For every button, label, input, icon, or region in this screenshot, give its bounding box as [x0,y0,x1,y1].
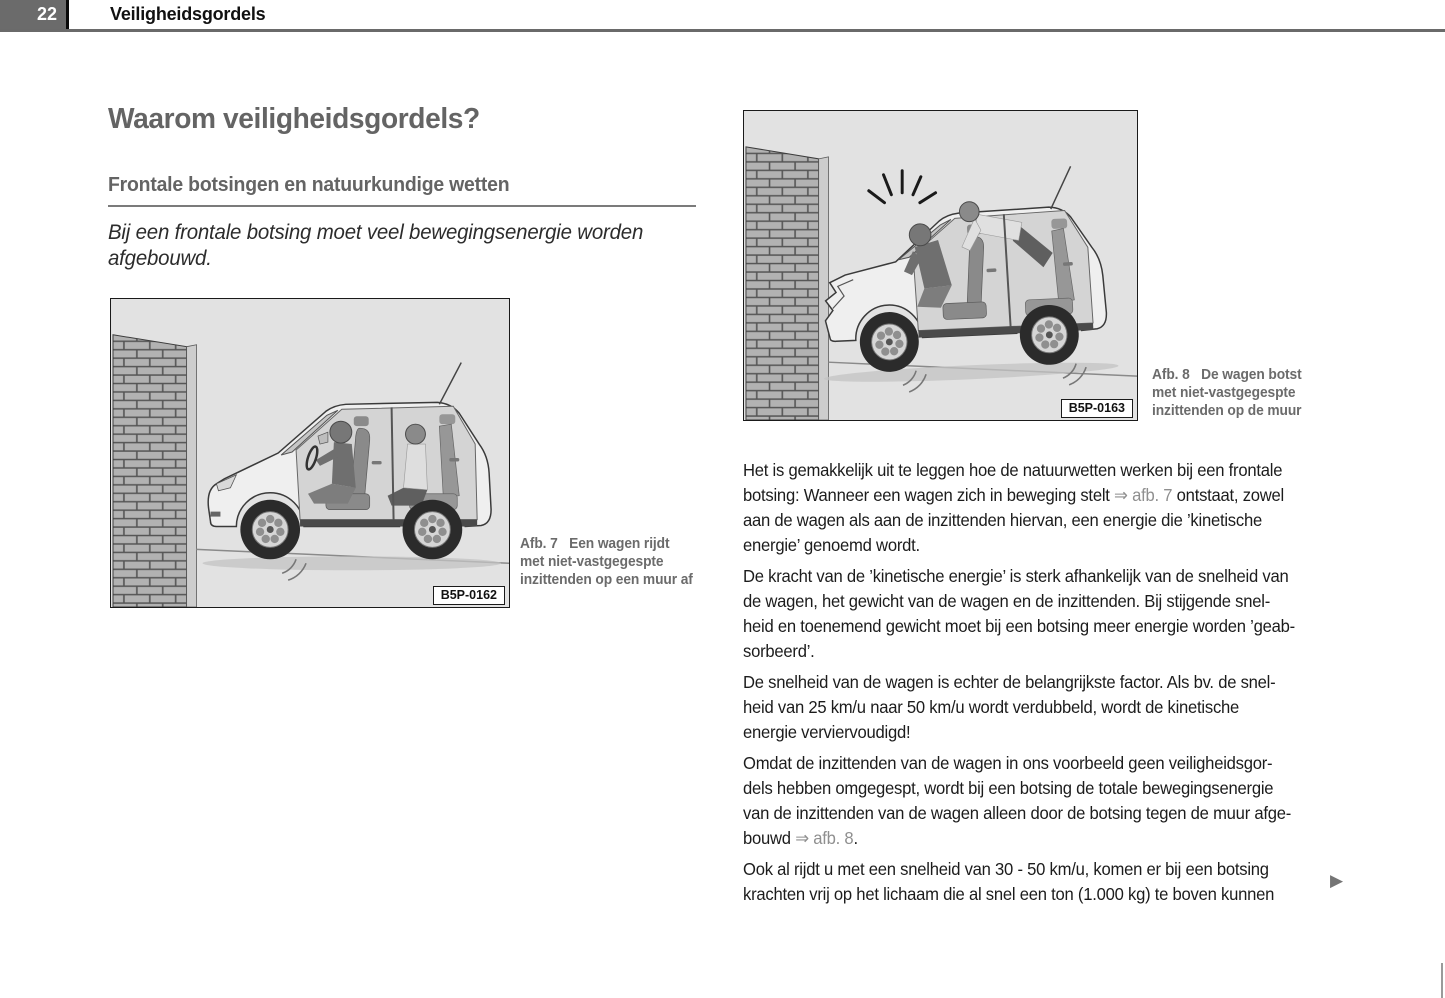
section-title: Waarom veiligheidsgordels? [108,103,480,135]
body-paragraphs [743,458,1343,913]
page-number: 22 [36,4,57,24]
page-edge-mark [1441,963,1443,998]
figure-8-code: B5P-0163 [1061,399,1133,418]
page-number-box [0,0,69,29]
lead-paragraph: Bij een frontale botsing moet veel bewegingsenergie worden afgebouwd. [108,220,644,270]
figure-7-caption-text: Een wagen rijdt met niet-vastgegespte inzittenden op een muur af [520,536,693,588]
figure-8 [743,110,1138,421]
subsection-title: Frontale botsingen en natuurkundige wetten [108,174,510,196]
header-rule [0,29,1445,32]
figure-8-caption-label: Afb. 8 [1152,367,1190,383]
figure-8-caption-text: De wagen botst met niet-vastgegespte inzittenden op de muur [1152,367,1302,419]
paragraph: Ook al rijdt u met een snelheid van 30 - 50 km/u, komen er bij een botsing krachten vrij op het lichaam die al snel een ton (1.000 kg) te boven kunnen [743,859,1275,904]
paragraph: Omdat de inzittenden van de wagen in ons voorbeeld geen veiligheidsgor- dels hebben omgegespt, wordt bij een botsing de totale bewegingsenergie van de inzittenden van de wagen alleen door de botsing tegen de muur afge- bouwd ⇒ afb. 8. [743,753,1292,848]
paragraph: De kracht van de ’kinetische energie’ is sterk afhankelijk van de snelheid van de wagen, het gewicht van de wagen en de inzittenden. Bij stijgende snel- heid en toenemend gewicht moet bij een botsing meer energie worden ’geab- sorbeerd’. [743,566,1295,661]
paragraph: Het is gemakkelijk uit te leggen hoe de natuurwetten werken bij een frontale botsing: Wanneer een wagen zich in beweging stelt ⇒ afb. 7 ontstaat, zowel aan de wagen als aan de inzittenden hiervan, een energie die ’kinetische energie’ genoemd wordt. [743,460,1285,555]
paragraph: De snelheid van de wagen is echter de belangrijkste factor. Als bv. de snel- heid van 25 km/u naar 50 km/u wordt verdubbeld, wordt de kinetische energie verviervoudigd! [743,672,1276,742]
figure-reference: ⇒ afb. 8 [795,828,854,848]
figure-8-caption [1152,366,1325,420]
figure-7-caption [520,535,693,589]
chapter-title: Veiligheidsgordels [110,4,266,24]
figure-7-illustration [111,299,509,607]
figure-reference: ⇒ afb. 7 [1114,485,1173,505]
subsection-heading-block [108,174,696,207]
figure-8-illustration [744,111,1137,420]
figure-7-code: B5P-0162 [433,586,505,605]
figure-7-caption-label: Afb. 7 [520,536,558,552]
figure-7 [110,298,510,608]
continuation-arrow-icon: ▶ [1330,871,1344,890]
